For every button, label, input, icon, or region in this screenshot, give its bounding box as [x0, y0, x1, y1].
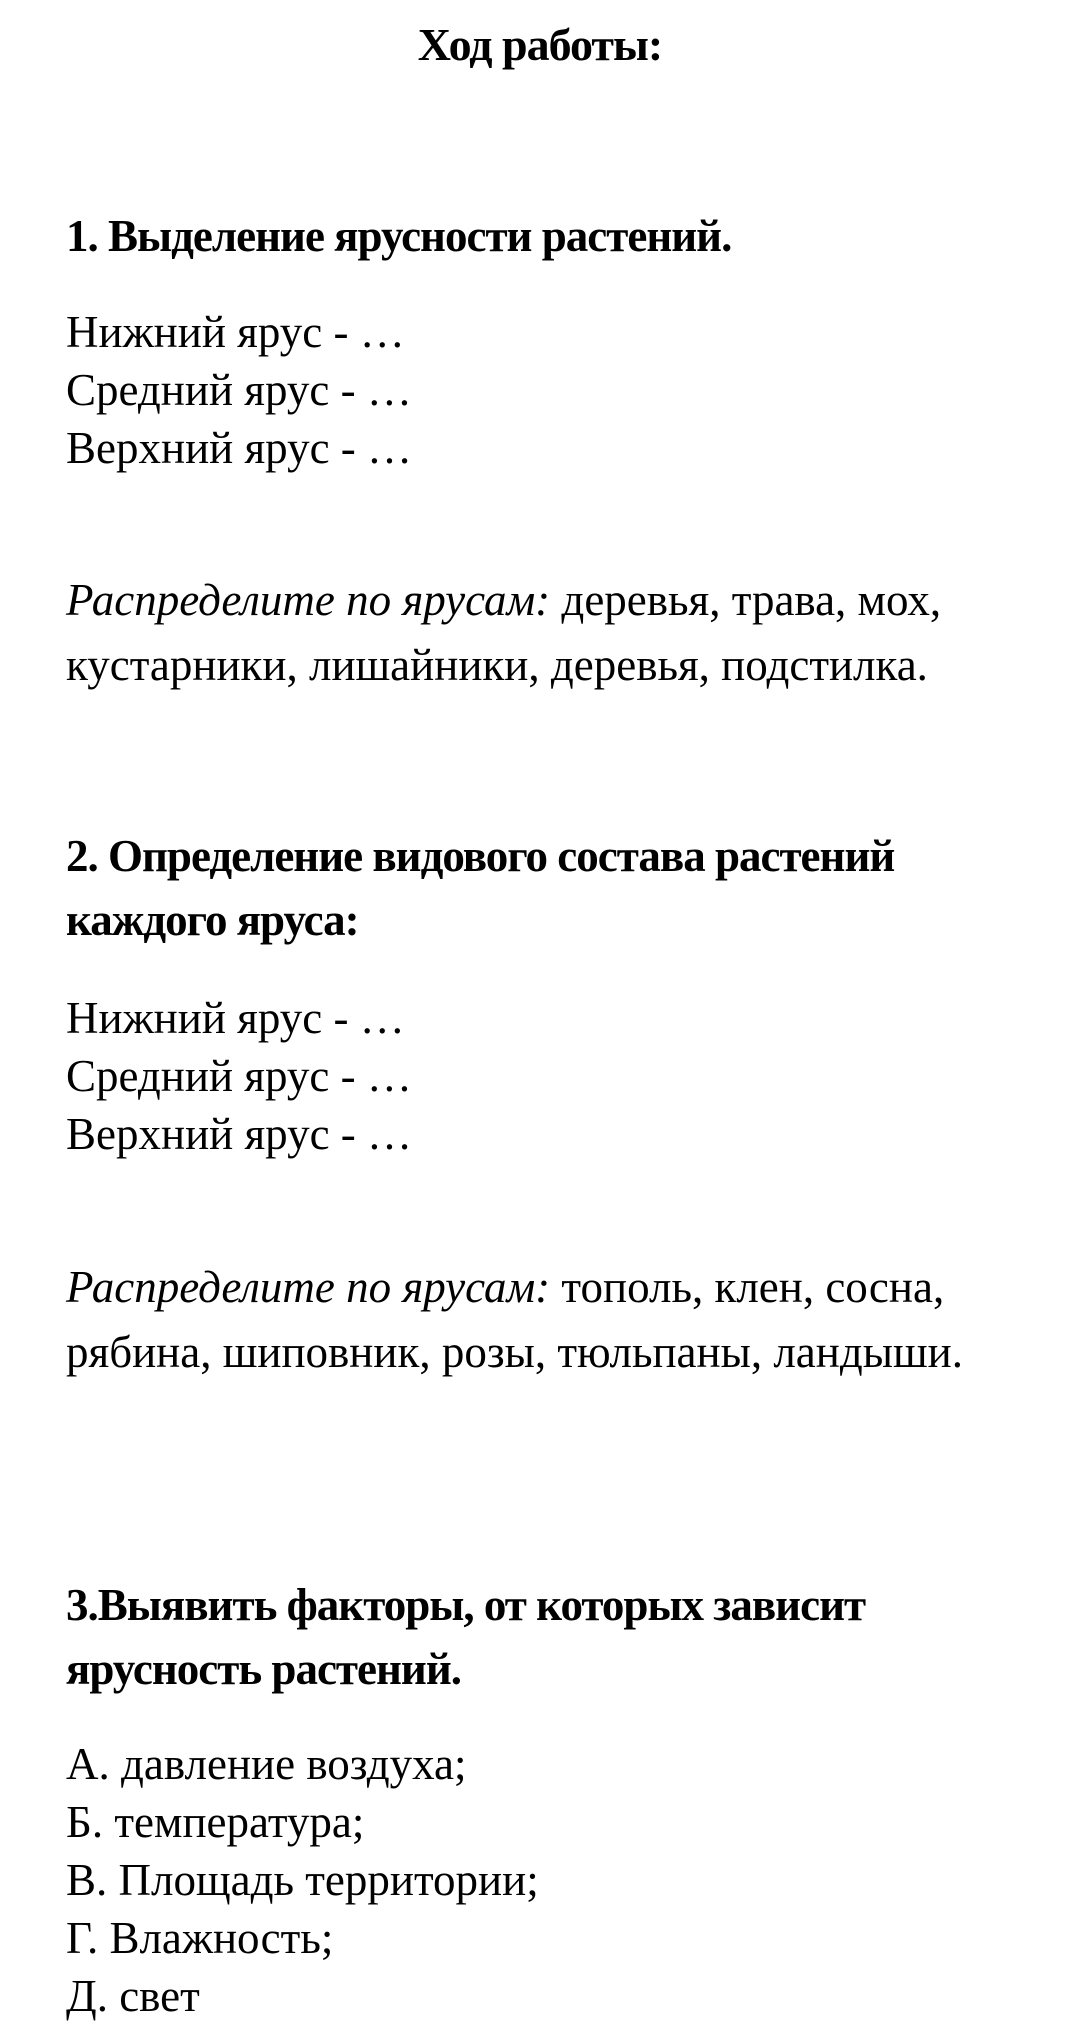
section-3-option-a: А. давление воздуха;	[66, 1739, 467, 1789]
section-1-task-items: деревья, трава, мох, кустарники, лишайники, деревья, подстилка.	[66, 575, 942, 690]
section-2-heading: 2. Определение видового состава растений каждого яруса:	[66, 831, 895, 945]
section-1-heading: 1. Выделение ярусности растений.	[66, 211, 732, 261]
section-2-task-prompt: Распределите по ярусам:	[66, 1262, 551, 1312]
section-1-task-prompt: Распределите по ярусам:	[66, 575, 551, 625]
section-1-level-middle: Средний ярус - …	[66, 365, 412, 415]
page-title: Ход работы:	[417, 19, 663, 70]
section-3-option-b: Б. температура;	[66, 1797, 365, 1847]
section-2-level-upper: Верхний ярус - …	[66, 1109, 413, 1159]
section-1-levels	[66, 303, 1026, 477]
section-3-option-e: Д. свет	[66, 1971, 200, 2021]
section-2-task-items: тополь, клен, сосна, рябина, шиповник, розы, тюльпаны, ландыши.	[66, 1262, 963, 1377]
section-3-heading: 3.Выявить факторы, от которых зависит ярусность растений.	[66, 1580, 866, 1694]
section-1-task	[66, 568, 1036, 698]
section-2-level-lower: Нижний ярус - …	[66, 993, 405, 1043]
section-1-level-upper: Верхний ярус - …	[66, 423, 413, 473]
section-1-level-lower: Нижний ярус - …	[66, 307, 405, 357]
section-2-level-middle: Средний ярус - …	[66, 1051, 412, 1101]
section-2-levels	[66, 989, 1026, 1163]
section-2-task	[66, 1255, 1036, 1385]
section-3-options	[66, 1735, 1026, 2025]
section-3-option-d: Г. Влажность;	[66, 1913, 334, 1963]
section-3-option-c: В. Площадь территории;	[66, 1855, 539, 1905]
